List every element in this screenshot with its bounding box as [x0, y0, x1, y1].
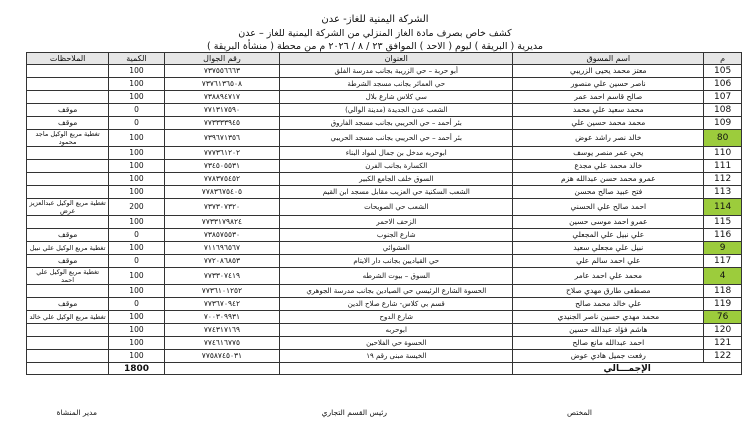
table-row	[27, 268, 742, 285]
phone-cell: ٧٧٣٣٠٧٤١٩	[164, 268, 279, 285]
phone-cell: ٧٧٧٣٦١٢٠٢	[164, 147, 279, 160]
quantity-cell: 100	[109, 216, 165, 229]
signature-commercial-head: رئيس القسم التجاري	[321, 408, 387, 417]
table-row	[27, 104, 742, 117]
marketer-name: محمد علي احمد عامر	[513, 268, 704, 285]
quantity-cell: 200	[109, 199, 165, 216]
row-number: 114	[704, 199, 742, 216]
address-cell: شارع الجنوب	[280, 229, 513, 242]
notes-cell: موقف	[27, 298, 109, 311]
row-number: 115	[704, 216, 742, 229]
quantity-cell: 0	[109, 298, 165, 311]
notes-cell	[27, 78, 109, 91]
address-cell: الشعب السكنية حي العزيب مقابل مسجد ابن القيم	[280, 186, 513, 199]
address-cell: الشعب عدن الجديدة (مدينة الوالي)	[280, 104, 513, 117]
total-row	[27, 363, 742, 375]
table-row	[27, 311, 742, 324]
marketer-name: علي احمد سالم علي	[513, 255, 704, 268]
quantity-cell: 100	[109, 311, 165, 324]
phone-cell: ٧٣٧٥٥٦٦٦٣	[164, 65, 279, 78]
phone-cell: ٧٣٨٨٩٤٧١٧	[164, 91, 279, 104]
phone-cell: ٧٧٣٣٣٣٩٤٥	[164, 117, 279, 130]
row-number: 76	[704, 311, 742, 324]
table-row	[27, 65, 742, 78]
quantity-cell: 100	[109, 130, 165, 147]
address-cell: الحسوة حي الفلاحين	[280, 337, 513, 350]
quantity-cell: 100	[109, 186, 165, 199]
table-row	[27, 117, 742, 130]
report-title: كشف خاص بصرف مادة الغاز المنزلي من الشركة اليمنية للغاز – عدن	[238, 28, 512, 39]
row-number: 110	[704, 147, 742, 160]
row-number: 120	[704, 324, 742, 337]
address-cell: قسم بي كلاس- شارع صلاح الدين	[280, 298, 513, 311]
row-number: 80	[704, 130, 742, 147]
marketer-name: محمد مهدي حسين ناصر الجنيدي	[513, 311, 704, 324]
table-row	[27, 186, 742, 199]
row-number: 111	[704, 160, 742, 173]
phone-cell: ٧٧٨٣٧٥٤٥٢	[164, 173, 279, 186]
quantity-cell: 100	[109, 160, 165, 173]
row-number: 117	[704, 255, 742, 268]
quantity-cell: 100	[109, 350, 165, 363]
address-cell: الخيسة مبنى رقم ١٩	[280, 350, 513, 363]
marketer-name: خالد محمد علي مجدع	[513, 160, 704, 173]
table-row	[27, 199, 742, 216]
address-cell: العشوائي	[280, 242, 513, 255]
table-row	[27, 173, 742, 186]
quantity-cell: 100	[109, 324, 165, 337]
marketer-name: علي نبيل علي المجعلي	[513, 229, 704, 242]
row-number: 122	[704, 350, 742, 363]
notes-cell	[27, 186, 109, 199]
phone-cell: ٧٣٩٦٧١٣٥٦	[164, 130, 279, 147]
total-qty: 1800	[109, 363, 165, 375]
table-row	[27, 242, 742, 255]
address-cell: حي القياديين بجانب دار الايتام	[280, 255, 513, 268]
quantity-cell: 100	[109, 285, 165, 298]
address-cell: الحسوة الشارع الرئيسي حي الصيادين بجانب مدرسة الجوهري	[280, 285, 513, 298]
notes-cell	[27, 173, 109, 186]
total-spacer	[164, 363, 279, 375]
table-row	[27, 91, 742, 104]
col-header-address: العنوان	[280, 53, 513, 65]
marketer-name: خالد نصر راشد عوض	[513, 130, 704, 147]
table-row	[27, 78, 742, 91]
address-cell: الكسارة بجانب الفرن	[280, 160, 513, 173]
row-number: 106	[704, 78, 742, 91]
row-number: 112	[704, 173, 742, 186]
quantity-cell: 0	[109, 104, 165, 117]
table-row	[27, 147, 742, 160]
phone-cell: ٧٧٣٦٧٠٩٤٢	[164, 298, 279, 311]
phone-cell: ٧٧٥٨٧٤٥٠٣١	[164, 350, 279, 363]
address-cell: شارع الدوح	[280, 311, 513, 324]
notes-cell	[27, 160, 109, 173]
address-cell: الشعب حي الصويحات	[280, 199, 513, 216]
marketer-name: يحي عمر منصر يوسف	[513, 147, 704, 160]
address-cell: الزحف الاحمر	[280, 216, 513, 229]
row-number: 107	[704, 91, 742, 104]
table-row	[27, 298, 742, 311]
table-row	[27, 255, 742, 268]
phone-cell: ٧٧٢٠٨٦٨٥٣	[164, 255, 279, 268]
quantity-cell: 100	[109, 78, 165, 91]
total-label: الإجمـــالي	[513, 363, 742, 375]
table-header-row	[27, 53, 742, 65]
distribution-table	[26, 52, 742, 375]
notes-cell: موقف	[27, 104, 109, 117]
address-cell: بئر أحمد – حي الحريبي بجانب مسجد الفاروق	[280, 117, 513, 130]
address-cell: بئر أحمد – حي الحريبي بجانب مسجد الحريبي	[280, 130, 513, 147]
phone-cell: ٧٧٣٦١٠١٢٥٢	[164, 285, 279, 298]
marketer-name: ناصر حسين علي منصور	[513, 78, 704, 91]
row-number: 121	[704, 337, 742, 350]
company-title: الشركة اليمنية للغاز- عدن	[321, 14, 429, 25]
table-row	[27, 350, 742, 363]
marketer-name: معتز محمد يحيى الزريبي	[513, 65, 704, 78]
phone-cell: ٧٧٨٣٦٧٥٤٠٥	[164, 186, 279, 199]
total-spacer	[280, 363, 513, 375]
notes-cell	[27, 324, 109, 337]
phone-cell: ٧٧٤٦١٦٧٧٥	[164, 337, 279, 350]
row-number: 9	[704, 242, 742, 255]
row-number: 105	[704, 65, 742, 78]
quantity-cell: 100	[109, 91, 165, 104]
phone-cell: ٧٧١٣١٧٥٩٠	[164, 104, 279, 117]
col-header-name: اسم المسوق	[513, 53, 704, 65]
total-spacer	[27, 363, 109, 375]
quantity-cell: 0	[109, 255, 165, 268]
marketer-name: فتح عبيد صالح محسن	[513, 186, 704, 199]
col-header-notes: الملاحظات	[27, 53, 109, 65]
phone-cell: ٧١١٦٩٦٥٦٧	[164, 242, 279, 255]
address-cell: ابوحربه مدخل بن جمال لمواد البناء	[280, 147, 513, 160]
table-body	[27, 65, 742, 363]
address-cell: السوق – بيوت الشرطه	[280, 268, 513, 285]
phone-cell: ٧٧٣٣١٧٩٨٢٤	[164, 216, 279, 229]
marketer-name: هاشم فؤاد عبدالله حسين	[513, 324, 704, 337]
marketer-name: رفعت جميل هادي عوض	[513, 350, 704, 363]
col-header-phone: رقم الجوال	[164, 53, 279, 65]
table-row	[27, 285, 742, 298]
quantity-cell: 100	[109, 268, 165, 285]
address-cell: السوق خلف الجامع الكبير	[280, 173, 513, 186]
marketer-name: احمد عبدالله مانع صالح	[513, 337, 704, 350]
phone-cell: ٧٧٤٣١٧١٦٩	[164, 324, 279, 337]
row-number: 108	[704, 104, 742, 117]
phone-cell: ٧٠٠٣٠٩٩٣١	[164, 311, 279, 324]
quantity-cell: 100	[109, 337, 165, 350]
notes-cell: موقف	[27, 117, 109, 130]
notes-cell: موقف	[27, 229, 109, 242]
row-number: 109	[704, 117, 742, 130]
notes-cell	[27, 65, 109, 78]
signature-specialist: المختص	[567, 408, 592, 417]
phone-cell: ٧٣٤٥٠٥٥٣١	[164, 160, 279, 173]
row-number: 118	[704, 285, 742, 298]
address-cell: حي العمائر بجانب مسجد الشرطة	[280, 78, 513, 91]
notes-cell	[27, 350, 109, 363]
col-header-qty: الكمية	[109, 53, 165, 65]
notes-cell	[27, 337, 109, 350]
table-row	[27, 337, 742, 350]
notes-cell: تغطية مربع الوكيل علي احمد	[27, 268, 109, 285]
table-row	[27, 324, 742, 337]
notes-cell	[27, 285, 109, 298]
marketer-name: مصطفى طارق مهدي صلاح	[513, 285, 704, 298]
row-number: 116	[704, 229, 742, 242]
quantity-cell: 100	[109, 242, 165, 255]
quantity-cell: 0	[109, 229, 165, 242]
notes-cell	[27, 91, 109, 104]
marketer-name: محمد محمد حسين علي	[513, 117, 704, 130]
table-row	[27, 130, 742, 147]
address-cell: ابوحربه	[280, 324, 513, 337]
marketer-name: احمد صالح علي الحسني	[513, 199, 704, 216]
row-number: 119	[704, 298, 742, 311]
row-number: 113	[704, 186, 742, 199]
report-subtitle: مديرية ( البريقة ) ليوم ( الاحد ) الموافق ٢٣ / ٨ / ٢٠٢٦ م من محطة ( منشأة البريقة )	[206, 41, 543, 52]
phone-cell: ٧٣٧٦١٣٦٥٠٨	[164, 78, 279, 91]
address-cell: سي كلاس شارع بلال	[280, 91, 513, 104]
quantity-cell: 0	[109, 117, 165, 130]
address-cell: أبو حربة – حي الزريبة بجانب مدرسة الفلق	[280, 65, 513, 78]
marketer-name: عمرو احمد موسى حسين	[513, 216, 704, 229]
notes-cell	[27, 147, 109, 160]
notes-cell: تغطية مربع الوكيل ماجد محمود	[27, 130, 109, 147]
row-number: 4	[704, 268, 742, 285]
signature-facility-manager: مدير المنشاة	[56, 408, 97, 417]
phone-cell: ٧٣٧٣٠٧٣٢٠	[164, 199, 279, 216]
quantity-cell: 100	[109, 173, 165, 186]
marketer-name: صالح قاسم احمد عمر	[513, 91, 704, 104]
quantity-cell: 100	[109, 147, 165, 160]
marketer-name: عمرو محمد حسن عبدالله هزم	[513, 173, 704, 186]
quantity-cell: 100	[109, 65, 165, 78]
marketer-name: محمد سعيد علي محمد	[513, 104, 704, 117]
notes-cell	[27, 216, 109, 229]
notes-cell: تغطية مربع الوكيل علي خالد	[27, 311, 109, 324]
marketer-name: علي خالد محمد صالح	[513, 298, 704, 311]
table-row	[27, 229, 742, 242]
notes-cell: تغطية مربع الوكيل علي نبيل	[27, 242, 109, 255]
table-row	[27, 160, 742, 173]
notes-cell: تغطية مربع الوكيل عبدالعزيز عرض	[27, 199, 109, 216]
table-row	[27, 216, 742, 229]
notes-cell: موقف	[27, 255, 109, 268]
phone-cell: ٧٣٨٥٧٥٥٣٠	[164, 229, 279, 242]
marketer-name: نبيل علي مجعلي سعيد	[513, 242, 704, 255]
col-header-no: م	[704, 53, 742, 65]
